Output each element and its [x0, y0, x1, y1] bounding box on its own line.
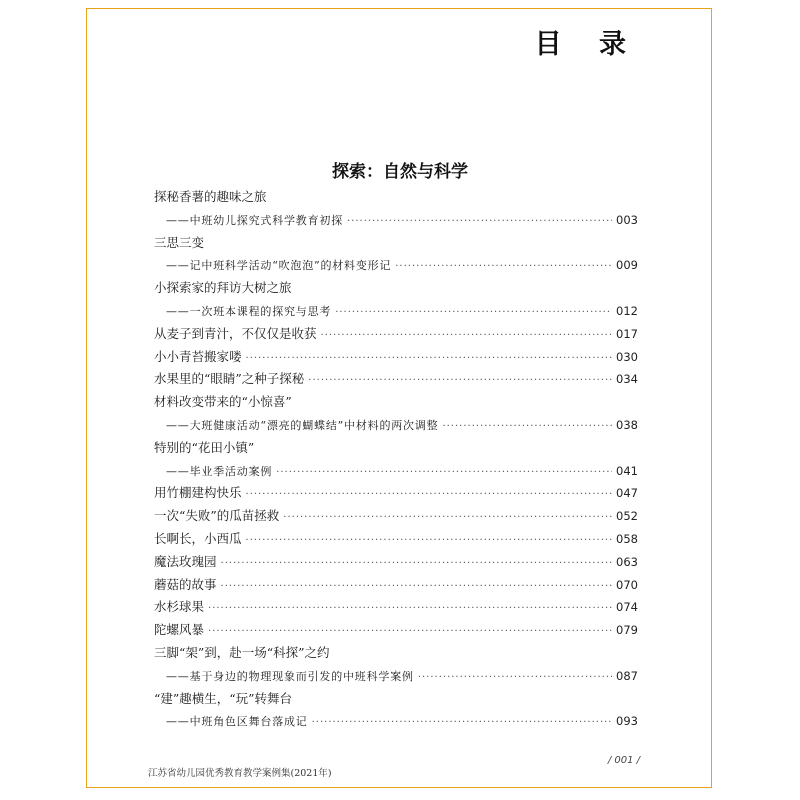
dot-leader: [442, 416, 612, 439]
toc-title: 特别的“花田小镇”: [154, 439, 255, 455]
toc-page-number: 087: [616, 668, 638, 683]
toc-page-number: 052: [616, 509, 638, 524]
dot-leader: [276, 462, 612, 485]
toc-page-number: 030: [616, 349, 638, 364]
toc-subtitle-row[interactable]: [154, 209, 638, 232]
toc-title: 从麦子到青汁，不仅仅是收获: [154, 325, 317, 341]
toc-title: 魔法玫瑰园: [154, 553, 217, 569]
toc-entry-row[interactable]: [154, 482, 638, 505]
toc-entry-row[interactable]: [154, 574, 638, 597]
dot-leader: [246, 348, 613, 371]
toc-entry-row[interactable]: [154, 437, 638, 460]
toc-title: 材料改变带来的“小惊喜”: [154, 394, 292, 410]
toc-subtitle-row[interactable]: [154, 710, 638, 733]
dot-leader: [208, 598, 612, 621]
toc-subtitle-row[interactable]: [154, 254, 638, 277]
dot-leader: [312, 712, 612, 735]
dot-leader: [208, 621, 612, 644]
toc-entry-row[interactable]: [154, 323, 638, 346]
dot-leader: [308, 370, 612, 393]
toc-title: 小探索家的拜访大树之旅: [154, 280, 292, 296]
toc-subtitle: ——中班幼儿探究式科学教育初探: [166, 213, 343, 227]
footer-book-title: 江苏省幼儿园优秀教育教学案例集(2021年): [148, 768, 332, 779]
toc-entry-row[interactable]: [154, 346, 638, 369]
toc-subtitle-row[interactable]: [154, 460, 638, 483]
toc-subtitle-row[interactable]: [154, 414, 638, 437]
toc-page-number: 038: [616, 417, 638, 432]
toc-page-number: 093: [616, 714, 638, 729]
toc-entry-row[interactable]: [154, 642, 638, 665]
toc-title: 一次“失败”的瓜苗拯救: [154, 508, 280, 524]
section-heading: 探索：自然与科学: [332, 162, 468, 182]
toc-page-number: 041: [616, 463, 638, 478]
toc-subtitle: ——大班健康活动“漂亮的蝴蝶结”中材料的两次调整: [166, 418, 439, 432]
toc-entry-row[interactable]: [154, 528, 638, 551]
toc-subtitle: ——中班角色区舞台落成记: [166, 715, 308, 729]
toc-entry-row[interactable]: [154, 596, 638, 619]
toc-subtitle: ——毕业季活动案例: [166, 464, 273, 478]
toc-page-number: 074: [616, 600, 638, 615]
toc-page-number: 063: [616, 554, 638, 569]
toc-page-number: 070: [616, 577, 638, 592]
toc-title: 探秘香薯的趣味之旅: [154, 189, 267, 204]
dot-leader: [221, 553, 613, 576]
toc-title: 三思三变: [154, 234, 205, 250]
dot-leader: [321, 325, 613, 348]
toc-page-number: 079: [616, 623, 638, 638]
page-title: 目 录: [534, 29, 640, 60]
toc-page-number: 012: [616, 303, 638, 318]
toc-page-number: 009: [616, 258, 638, 273]
toc-entry-row[interactable]: [154, 688, 638, 711]
toc-page-number: 034: [616, 372, 638, 387]
toc-title: 长啊长，小西瓜: [154, 530, 242, 546]
toc-title: 小小青苔搬家喽: [154, 348, 242, 364]
dot-leader: [347, 211, 612, 234]
dot-leader: [283, 507, 612, 530]
toc-entry-row[interactable]: [154, 232, 638, 255]
table-of-contents: [154, 186, 638, 733]
dot-leader: [335, 302, 612, 325]
toc-page-number: 017: [616, 326, 638, 341]
toc-title: 陀螺风暴: [154, 622, 205, 638]
toc-subtitle: ——基于身边的物理现象而引发的中班科学案例: [166, 669, 414, 683]
dot-leader: [418, 667, 612, 690]
toc-subtitle-row[interactable]: [154, 665, 638, 688]
toc-subtitle: ——一次班本课程的探究与思考: [166, 304, 332, 318]
dot-leader: [246, 530, 613, 553]
toc-entry-row[interactable]: [154, 551, 638, 574]
toc-entry-row[interactable]: [154, 277, 638, 300]
toc-entry-row[interactable]: [154, 368, 638, 391]
toc-entry-row[interactable]: [154, 619, 638, 642]
toc-title: “建”趣横生，“玩”转舞台: [154, 690, 293, 706]
dot-leader: [246, 484, 613, 507]
toc-entry-row[interactable]: [154, 391, 638, 414]
toc-title: 水杉球果: [154, 599, 205, 615]
footer-page-number: / 001 /: [607, 755, 640, 766]
toc-title: 三脚“架”到，赴一场“科探”之约: [154, 644, 330, 660]
toc-title: 蘑菇的故事: [154, 576, 217, 592]
dot-leader: [221, 576, 613, 599]
toc-page-number: 003: [616, 212, 638, 227]
toc-title: 水果里的“眼睛”之种子探秘: [154, 371, 305, 387]
toc-title: 用竹棚建构快乐: [154, 485, 242, 501]
dot-leader: [395, 256, 612, 279]
toc-subtitle: ——记中班科学活动“吹泡泡”的材料变形记: [166, 259, 392, 273]
toc-entry-row[interactable]: [154, 505, 638, 528]
toc-entry-row[interactable]: [154, 186, 638, 209]
toc-page-number: 058: [616, 531, 638, 546]
toc-page-number: 047: [616, 486, 638, 501]
toc-subtitle-row[interactable]: [154, 300, 638, 323]
